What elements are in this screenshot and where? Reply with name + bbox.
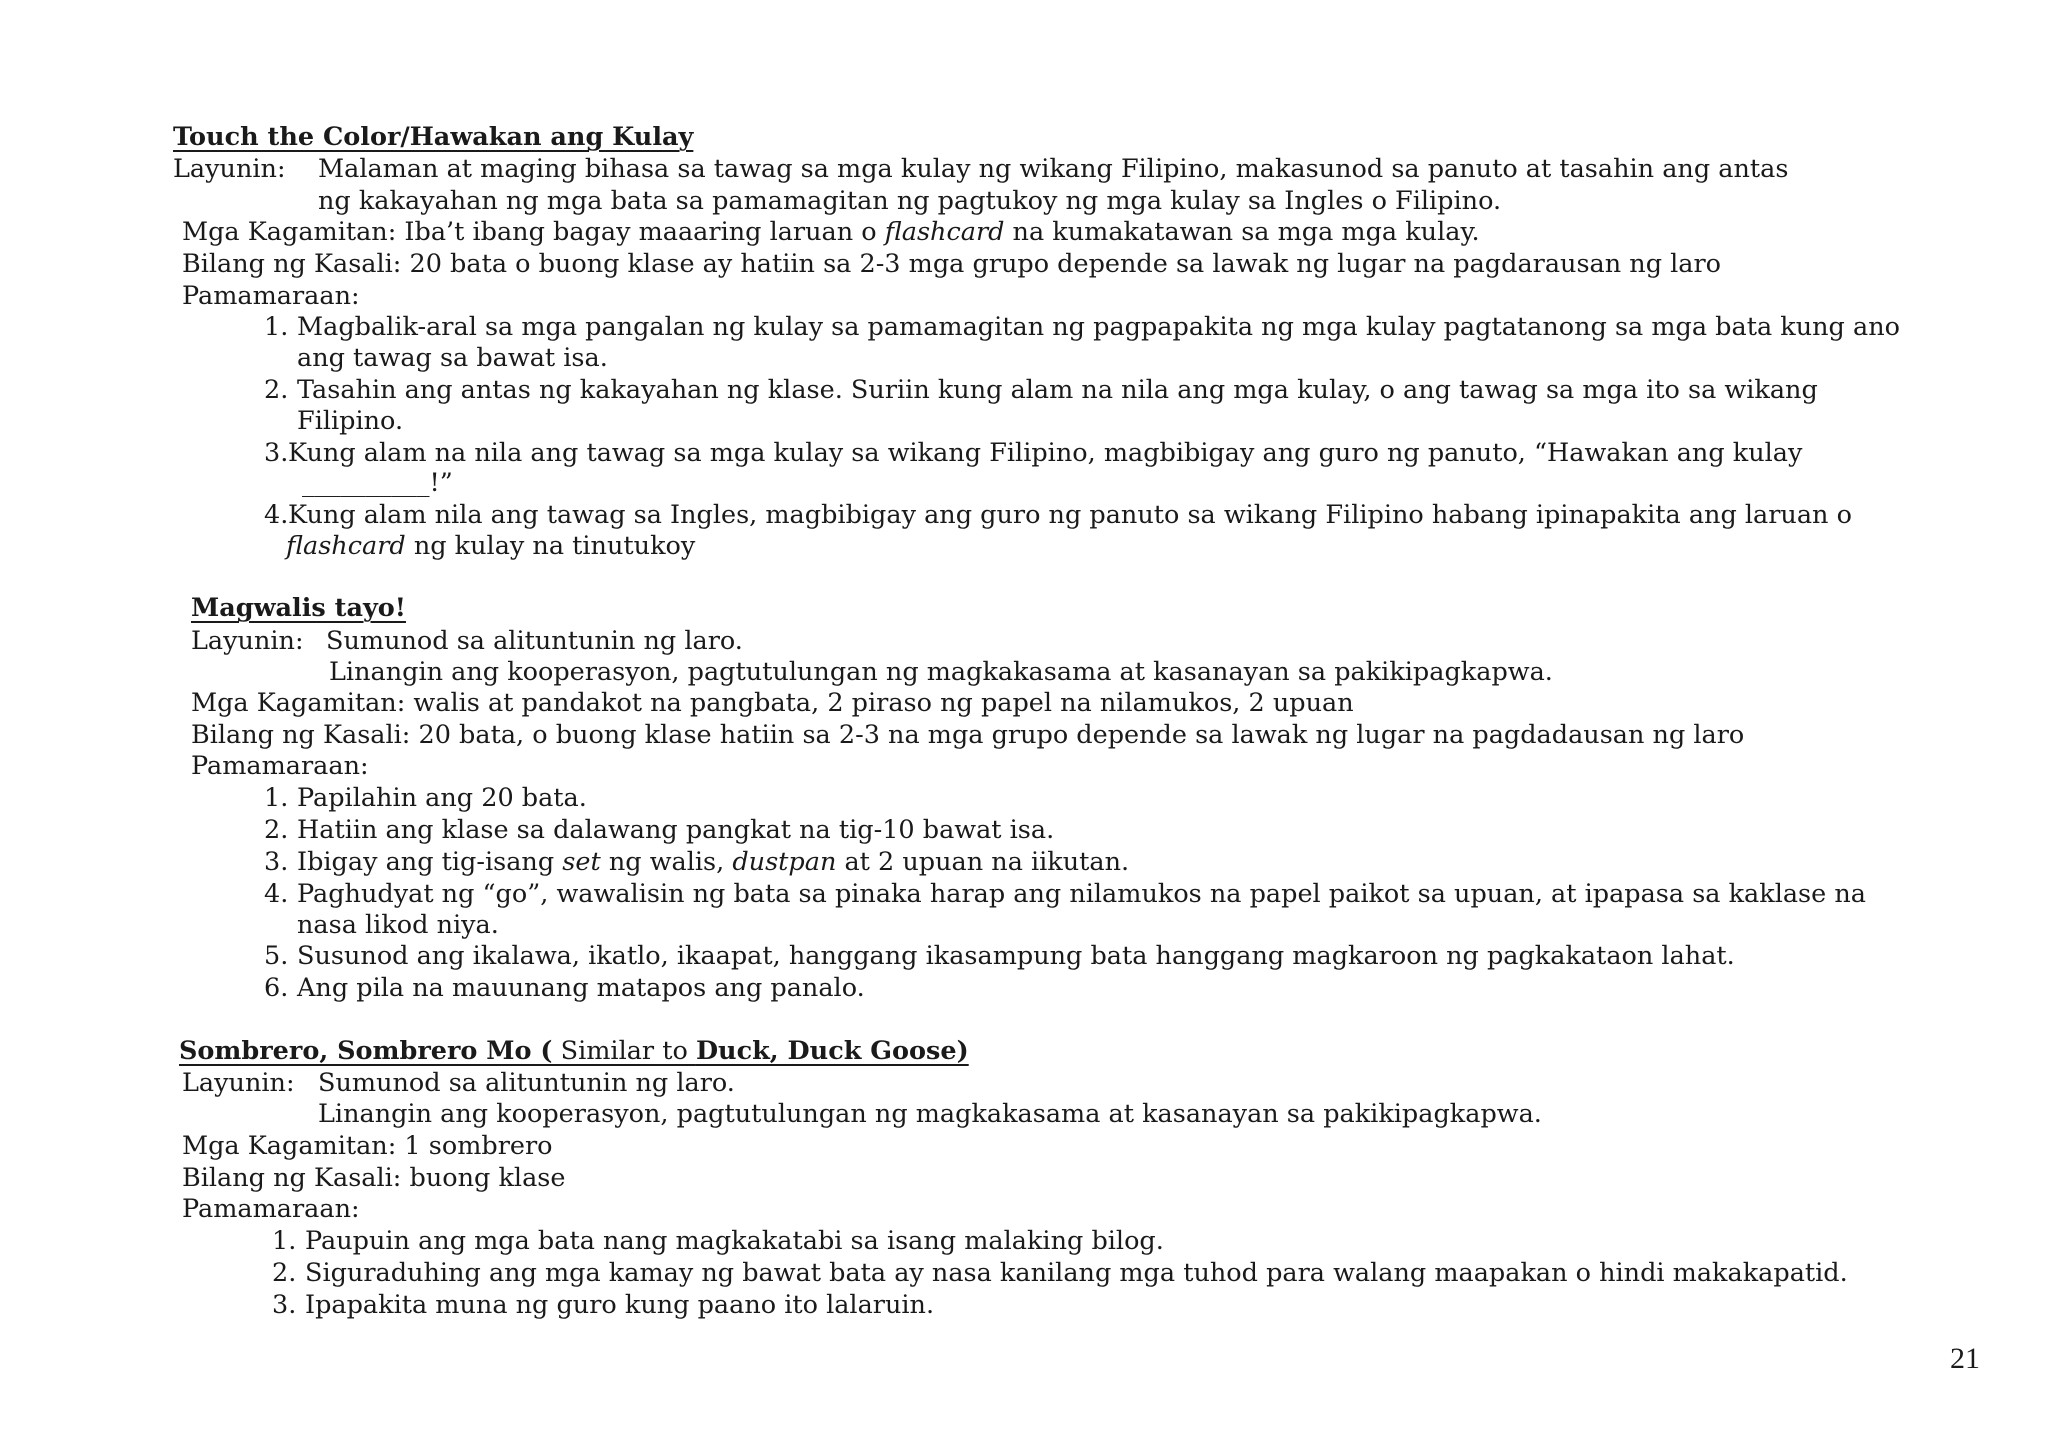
step-number: 1. (272, 1226, 297, 1256)
step-text: Papilahin ang 20 bata. (297, 783, 587, 813)
step-text: Kung alam nila ang tawag sa Ingles, magbibigay ang guro ng panuto sa wikang Filipino habang ipinapakita ang laruan o (288, 500, 1852, 530)
step-text: Susunod ang ikalawa, ikatlo, ikaapat, hanggang ikasampung bata hanggang magkaroon ng pagkakataon lahat. (297, 941, 1735, 971)
pamamaraan-label: Pamamaraan: (191, 751, 369, 781)
step-text-continued: nasa likod niya. (297, 910, 499, 940)
step-text-continued: ang tawag sa bawat isa. (297, 343, 608, 373)
step-number: 4. (264, 879, 289, 909)
layunin-text: Sumunod sa alituntunin ng laro. (318, 1068, 735, 1098)
layunin-label: Layunin: (191, 626, 304, 656)
kagamitan-text: Mga Kagamitan: walis at pandakot na pangbata, 2 piraso ng papel na nilamukos, 2 upuan (191, 688, 1354, 718)
page-number: 21 (1950, 1342, 1980, 1375)
step-text: Ipapakita muna ng guro kung paano ito lalaruin. (305, 1290, 935, 1320)
pamamaraan-label: Pamamaraan: (182, 1194, 360, 1224)
step-text: Kung alam na nila ang tawag sa mga kulay sa wikang Filipino, magbibigay ang guro ng panuto, “Hawakan ang kulay (288, 438, 1803, 468)
kasali-text: Bilang ng Kasali: 20 bata, o buong klase hatiin sa 2-3 na mga grupo depende sa lawak ng lugar na pagdadausan ng laro (191, 720, 1745, 750)
section-title: Magwalis tayo! (191, 593, 406, 623)
section-title: Sombrero, Sombrero Mo ( Similar to Duck, Duck Goose) (179, 1036, 969, 1066)
step-number: 2. (264, 815, 289, 845)
layunin-label: Layunin: (182, 1068, 295, 1098)
step-number: 6. (264, 973, 289, 1003)
step-number: 5. (264, 941, 289, 971)
step-number: 3. (264, 438, 289, 468)
step-text: Magbalik-aral sa mga pangalan ng kulay sa pamamagitan ng pagpapakita ng mga kulay pagtatanong sa mga bata kung ano (297, 312, 1900, 342)
pamamaraan-label: Pamamaraan: (182, 281, 360, 311)
kagamitan-text: Mga Kagamitan: 1 sombrero (182, 1131, 553, 1161)
step-text: Hatiin ang klase sa dalawang pangkat na tig-10 bawat isa. (297, 815, 1055, 845)
step-number: 1. (264, 783, 289, 813)
layunin-text-continued: Linangin ang kooperasyon, pagtutulungan ng magkakasama at kasanayan sa pakikipagkapwa. (329, 657, 1553, 687)
step-text: Tasahin ang antas ng kakayahan ng klase. Suriin kung alam na nila ang mga kulay, o ang tawag sa mga ito sa wikang (297, 375, 1818, 405)
layunin-text: Sumunod sa alituntunin ng laro. (326, 626, 743, 656)
step-text-continued: flashcard ng kulay na tinutukoy (286, 531, 696, 561)
step-text: Paghudyat ng “go”, wawalisin ng bata sa pinaka harap ang nilamukos na papel paikot sa upuan, at ipapasa sa kaklase na (297, 879, 1866, 909)
kasali-text: Bilang ng Kasali: buong klase (182, 1163, 566, 1193)
step-number: 3. (264, 847, 289, 877)
step-text-continued: Filipino. (297, 406, 404, 436)
step-text: Ibigay ang tig-isang set ng walis, dustpan at 2 upuan na iikutan. (297, 847, 1130, 877)
step-number: 2. (272, 1258, 297, 1288)
kasali-text: Bilang ng Kasali: 20 bata o buong klase ay hatiin sa 2-3 mga grupo depende sa lawak ng lugar na pagdarausan ng laro (182, 249, 1722, 279)
kagamitan-text: Mga Kagamitan: Iba’t ibang bagay maaaring laruan o flashcard na kumakatawan sa mga mga kulay. (182, 217, 1480, 247)
section-title: Touch the Color/Hawakan ang Kulay (173, 122, 694, 152)
layunin-label: Layunin: (173, 154, 286, 184)
step-number: 3. (272, 1290, 297, 1320)
step-number: 4. (264, 500, 289, 530)
step-number: 1. (264, 312, 289, 342)
step-text: Siguraduhing ang mga kamay ng bawat bata ay nasa kanilang mga tuhod para walang maapakan o hindi makakapatid. (305, 1258, 1848, 1288)
step-number: 2. (264, 375, 289, 405)
step-text-continued: __________!” (302, 468, 453, 498)
layunin-text-continued: Linangin ang kooperasyon, pagtutulungan ng magkakasama at kasanayan sa pakikipagkapwa. (318, 1099, 1542, 1129)
layunin-text: Malaman at maging bihasa sa tawag sa mga kulay ng wikang Filipino, makasunod sa panuto at tasahin ang antas (318, 154, 1789, 184)
layunin-text-continued: ng kakayahan ng mga bata sa pamamagitan ng pagtukoy ng mga kulay sa Ingles o Filipino. (318, 186, 1502, 216)
step-text: Ang pila na mauunang matapos ang panalo. (297, 973, 865, 1003)
step-text: Paupuin ang mga bata nang magkakatabi sa isang malaking bilog. (305, 1226, 1164, 1256)
